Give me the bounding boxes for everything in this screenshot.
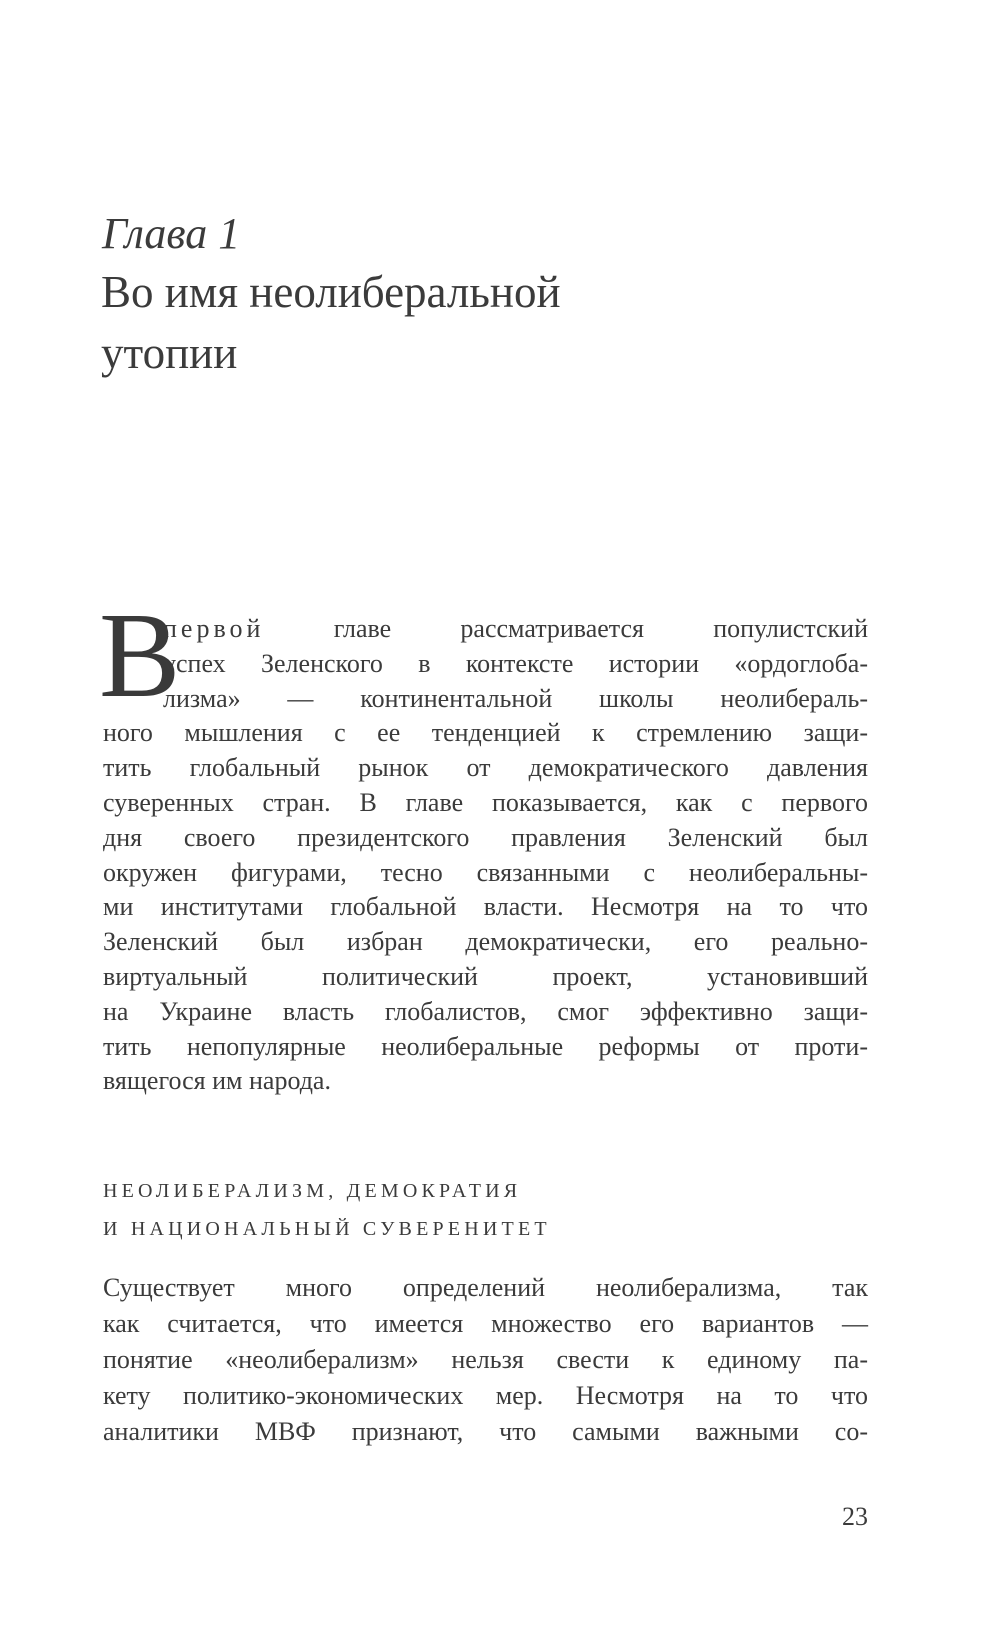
- text-line: тить глобальный рынок от демократического давления: [103, 753, 868, 783]
- section-heading-line: НЕОЛИБЕРАЛИЗМ, ДЕМОКРАТИЯ: [103, 1180, 522, 1202]
- text-line: ного мышления с ее тенденцией к стремлению защи-: [103, 718, 868, 748]
- text-line: понятие «неолиберализм» нельзя свести к единому па-: [103, 1345, 868, 1374]
- text-line: на Украине власть глобалистов, смог эффективно защи-: [103, 996, 868, 1026]
- text-line: Зеленский был избран демократически, его реально-: [103, 927, 868, 957]
- text-line: первой главе рассматривается популистский: [163, 614, 868, 643]
- text-line: лизма» — континентальной школы неолибераль-: [163, 683, 868, 713]
- chapter-label: Глава 1: [102, 209, 241, 258]
- section-heading: [103, 1172, 551, 1248]
- chapter-title-line: Во имя неолиберальной: [101, 267, 561, 317]
- text-line: тить непопулярные неолиберальные реформы от проти-: [103, 1031, 868, 1061]
- small-caps-word: первой: [163, 614, 265, 643]
- text-line: дня своего президентского правления Зеленский был: [103, 822, 868, 852]
- text-line: ми институтами глобальной власти. Несмотря на то что: [103, 892, 868, 922]
- drop-cap: В: [99, 588, 181, 723]
- text-line: окружен фигурами, тесно связанными с неолиберальны-: [103, 857, 868, 887]
- text-line: суверенных стран. В главе показывается, как с первого: [103, 787, 868, 817]
- text-line: как считается, что имеется множество его вариантов —: [103, 1309, 868, 1338]
- chapter-title: [101, 262, 561, 384]
- text-line: виртуальный политический проект, установивший: [103, 961, 868, 991]
- body-paragraph: [103, 1270, 868, 1450]
- text-line: Существует много определений неолиберализма, так: [103, 1273, 868, 1302]
- chapter-title-line: утопии: [101, 328, 238, 378]
- intro-paragraph: [103, 612, 868, 1099]
- text-line: успех Зеленского в контексте истории «ордоглоба-: [163, 648, 868, 678]
- text-line: аналитики МВФ признают, что самыми важными со-: [103, 1417, 868, 1446]
- text-line: кету политико-экономических мер. Несмотря на то что: [103, 1381, 868, 1410]
- section-heading-line: И НАЦИОНАЛЬНЫЙ СУВЕРЕНИТЕТ: [103, 1218, 551, 1240]
- page-number: 23: [842, 1502, 868, 1531]
- text-line: вящегося им народа.: [103, 1066, 331, 1096]
